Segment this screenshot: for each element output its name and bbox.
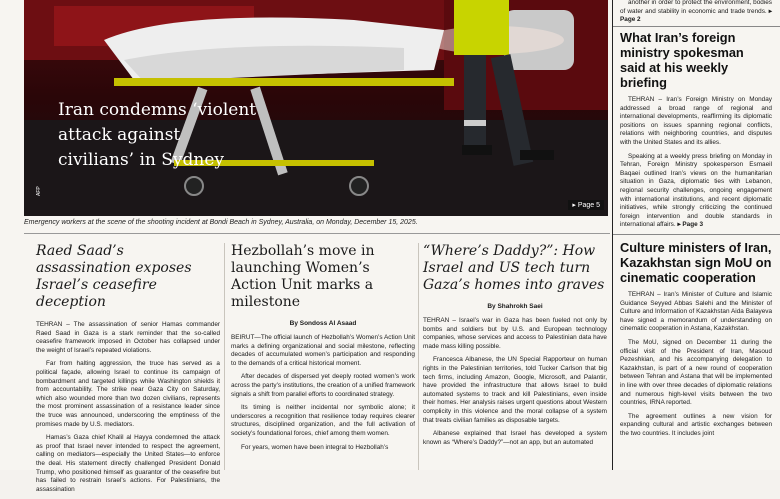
article-body xyxy=(36,321,220,494)
article-body xyxy=(423,317,607,447)
paragraph: Hamas’s Gaza chief Khalil al Hayya condemned the attack as proof that Israel never intended to respect the agreement, calling on mediators—especially the United States—to enforce the deal. His statement directly challenged President Donald Trump, who positioned himself as guarantor of the ceasefire but has failed to restrain Israel’s actions. For Palestinians, the assassination xyxy=(36,434,220,493)
page-ref-link[interactable]: ▸ Page 3 xyxy=(677,221,704,229)
paragraph: Speaking at a weekly press briefing on Monday in Tehran, Foreign Ministry spokesperson Esmaeil Baqaei outlined Iran’s views on the humanitarian situation in Gaza, diplomatic ties with Lebanon, regional security challenges, ongoing engagement with international institutions, and recent diplomatic initiatives, while strongly criticizing the continued foreign intervention and double standards in international affairs. ▸ Page 3 xyxy=(620,152,772,229)
article-body xyxy=(231,334,415,452)
paragraph: BEIRUT—The official launch of Hezbollah’s Women’s Action Unit marks a defining organizational and social milestone, reflecting decades of accumulated women’s participation and responding to the demands of a critical historical moment. xyxy=(231,334,415,367)
paragraph: The agreement outlines a new vision for expanding cultural and artistic exchanges between the two countries. It includes joint xyxy=(620,412,772,437)
photo-credit: AFP xyxy=(36,186,42,196)
photo-headline[interactable]: Iran condemns ‘violent attack against civilians’ in Sydney xyxy=(58,100,257,170)
paragraph: For years, women have been integral to Hezbollah’s xyxy=(241,443,389,451)
paragraph: Albanese explained that Israel has developed a system known as “Where’s Daddy?”—not an app, but an automated xyxy=(423,430,607,446)
sidebar-top-snippet xyxy=(620,0,772,25)
story-body xyxy=(620,291,772,439)
column-separator xyxy=(224,243,225,470)
article-wheres-daddy xyxy=(423,243,607,452)
paragraph: Its timing is neither incidental nor symbolic alone; it underscores a recognition that resilience today requires clearer structures, disciplined organization, and the full activation of society’s foundational forces, chief among them women. xyxy=(231,404,415,437)
byline: By Sondoss Al Asaad xyxy=(289,320,357,327)
paragraph: After decades of dispersed yet deeply rooted women’s work across the party’s institutions, the creation of a unified framework signals a shift from parallel efforts to coordinated strategy. xyxy=(231,373,415,398)
article-hezbollah-women xyxy=(231,243,415,457)
page-ref-link[interactable]: ▸ Page 2 xyxy=(620,7,772,24)
article-title[interactable]: “Where’s Daddy?”: How Israel and US tech turn Gaza’s homes into graves xyxy=(423,243,605,293)
article-title[interactable]: Raed Saad’s assassination exposes Israel’s ceasefire deception xyxy=(36,243,192,310)
article-title[interactable]: Hezbollah’s move in launching Women’s Action Unit marks a milestone xyxy=(231,243,375,310)
paragraph: The MoU, signed on December 11 during the official visit of the President of Iran, Masoud Pezeshkian, and his accompanying delegation to Kazakhstan, is part of a new round of cooperation between Tehran and Astana that will be implemented in line with over three decades of diplomatic relations and numerous high-level visits between the two countries, IRNA reported. xyxy=(620,338,772,407)
byline: By Shahrokh Saei xyxy=(487,303,543,310)
paragraph: TEHRAN – Iran’s Minister of Culture and Islamic Guidance Seyyed Abbas Salehi and the Minister of Culture and Information of Kazakhstan Aida Balayeva have signed a memorandum of understanding on cinematic cooperation in Astana, Kazakhstan. xyxy=(620,291,772,333)
divider xyxy=(24,233,610,234)
photo-page-ref[interactable]: ▸ Page 5 xyxy=(568,200,604,210)
snippet-text: another in order to protect the environment, bodies of water and stability in economic and trade trends. xyxy=(620,0,772,15)
divider xyxy=(613,26,780,27)
right-sidebar xyxy=(612,0,780,470)
lead-photo xyxy=(24,0,608,216)
article-raed-saad xyxy=(36,243,220,499)
story-title[interactable]: Culture ministers of Iran, Kazakhstan sign MoU on cinematic cooperation xyxy=(620,240,772,285)
column-separator xyxy=(418,243,419,470)
divider xyxy=(613,234,780,235)
paragraph: TEHRAN – Iran’s Foreign Ministry on Monday addressed a broad range of regional and international developments, reaffirming its diplomatic positions on issues spanning regional conflicts, relations with neighboring countries, and disputes with the United States and its allies. xyxy=(620,96,772,146)
sidebar-story-culture xyxy=(620,240,772,444)
sidebar-story-spokesman xyxy=(620,30,772,235)
paragraph: TEHRAN – The assassination of senior Hamas commander Raed Saad in Gaza is a stark reminder that the so-called ceasefire framework imposed in October has collapsed under the weight of Israel’s repeated violations. xyxy=(36,321,220,354)
paragraph: Far from halting aggression, the truce has served as a political façade, allowing Israel to continue its campaign of bombardment and targeted killings while Washington shields it from accountability. The strike near Gaza City on Saturday, which also wounded more than two dozen civilians, represents the most prominent assassination of a resistance leader since the truce was announced, underscoring the emptiness of the promises made by U.S. mediators. xyxy=(36,360,220,428)
story-body xyxy=(620,96,772,230)
photo-caption: Emergency workers at the scene of the shooting incident at Bondi Beach in Sydney, Australia, on Monday, December 15, 2025. xyxy=(24,219,418,226)
paragraph: TEHRAN – Israel’s war in Gaza has been fueled not only by bombs and soldiers but by U.S. and European technology companies, whose services and access to Palestinian data have made mass killing possible. xyxy=(423,317,607,350)
photo-page-ref-text: Page 5 xyxy=(577,202,600,209)
story-title[interactable]: What Iran’s foreign ministry spokesman said at his weekly briefing xyxy=(620,30,744,90)
paragraph: Francesca Albanese, the UN Special Rapporteur on human rights in the Palestinian territories, told Tucker Carlson that big tech firms, including Amazon, Google, Microsoft, and Palantir, have provided the infrastructure that allows Israel to build automated systems to track and kill Palestinians, even inside their homes. Her analysis raises urgent questions about Western complicity in this violence and the moral collapse of a system that treats civilian families as disposable targets. xyxy=(423,356,607,424)
